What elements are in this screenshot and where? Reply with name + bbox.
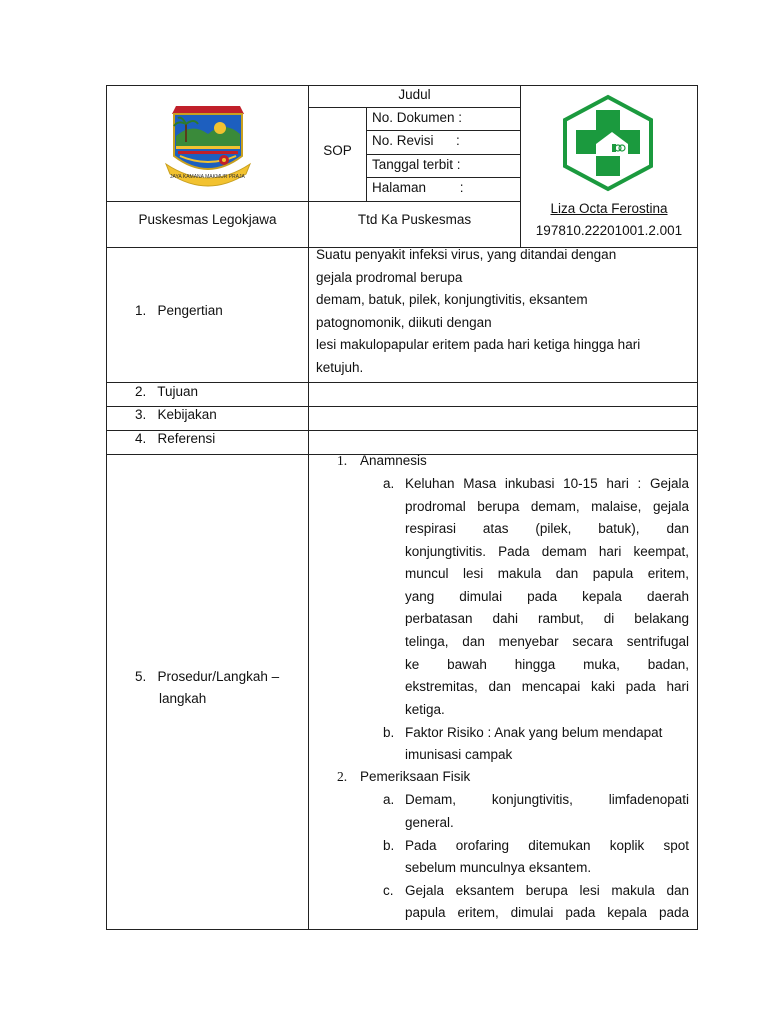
fisik-a-line: Demam, konjungtivitis, limfadenopati xyxy=(405,792,689,807)
list-marker: b. xyxy=(383,838,395,853)
anamnesis-a-line: konjungtivitis. Pada demam hari keempat, xyxy=(405,544,689,559)
anamnesis-b-line: imunisasi campak xyxy=(405,747,513,762)
prosedur-label: 5. Prosedur/Langkah – xyxy=(135,669,280,684)
anamnesis-a-line: ekstremitas, dan mencapai kaki pada hari xyxy=(405,679,689,694)
anamnesis-a-line: ketiga. xyxy=(405,702,445,717)
pengertian-line: demam, batuk, pilek, konjungtivitis, eksantem xyxy=(316,292,588,307)
item-number: 2. xyxy=(337,769,348,784)
sign-label: Ttd Ka Puskesmas xyxy=(357,212,472,227)
list-marker: c. xyxy=(383,883,394,898)
official-nip: 197810.22201001.2.001 xyxy=(535,223,683,238)
tanggal-terbit-field: Tanggal terbit : xyxy=(372,157,461,172)
pengertian-line: patognomonik, diikuti dengan xyxy=(316,315,492,330)
pengertian-label: 1. Pengertian xyxy=(135,303,223,318)
no-dokumen-field: No. Dokumen : xyxy=(372,110,463,125)
sop-label: SOP xyxy=(323,143,352,158)
no-revisi-field: No. Revisi : xyxy=(372,133,460,148)
fisik-b-line: sebelum munculnya eksantem. xyxy=(405,860,592,875)
official-name: Liza Octa Ferostina xyxy=(550,201,668,216)
kabupaten-motto: JAYA KAMANA MAKMUR PRAJA xyxy=(170,174,245,180)
fisik-a-line: general. xyxy=(405,815,454,830)
anamnesis-b-line: Faktor Risiko : Anak yang belum mendapat xyxy=(405,725,663,740)
judul-label: Judul xyxy=(398,87,431,102)
fisik-b-line: Pada orofaring ditemukan koplik spot xyxy=(405,838,689,853)
anamnesis-a-line: Keluhan Masa inkubasi 10-15 hari : Gejala xyxy=(405,476,689,491)
anamnesis-a-line: perbatasan dahi rambut, di belakang xyxy=(405,611,689,626)
item-title-pemeriksaan-fisik: Pemeriksaan Fisik xyxy=(360,769,471,784)
anamnesis-a-line: ke bawah hingga muka, badan, xyxy=(405,657,689,672)
kebijakan-label: 3. Kebijakan xyxy=(135,407,217,422)
anamnesis-a-line: prodromal berupa demam, malaise, gejala xyxy=(405,499,689,514)
tujuan-label: 2. Tujuan xyxy=(135,384,199,399)
prosedur-label-cont: langkah xyxy=(159,691,207,706)
kabupaten-caption: KAB. PANGANDARAN xyxy=(178,97,242,103)
fisik-c-line: Gejala eksantem berupa lesi makula dan xyxy=(405,883,689,898)
pengertian-line: Suatu penyakit infeksi virus, yang ditandai dengan xyxy=(316,247,617,262)
puskesmas-name: Puskesmas Legokjawa xyxy=(138,212,277,227)
pengertian-line: ketujuh. xyxy=(316,360,364,375)
pengertian-line: lesi makulopapular eritem pada hari ketiga hingga hari xyxy=(316,337,641,352)
list-marker: b. xyxy=(383,725,395,740)
list-marker: a. xyxy=(383,792,395,807)
puskesmas-logo xyxy=(560,94,656,192)
list-marker: a. xyxy=(383,476,395,491)
item-title-anamnesis: Anamnesis xyxy=(360,453,427,468)
anamnesis-a-line: telinga, dan menyebar secara sentrifugal xyxy=(405,634,689,649)
anamnesis-a-line: yang dimulai pada kepala daerah xyxy=(405,589,689,604)
pengertian-line: gejala prodromal berupa xyxy=(316,270,463,285)
anamnesis-a-line: muncul lesi makula dan papula eritem, xyxy=(405,566,689,581)
puskesmas-logo-icon xyxy=(560,94,656,192)
fisik-c-line: papula eritem, dimulai pada kepala pada xyxy=(405,905,689,920)
referensi-label: 4. Referensi xyxy=(135,431,216,446)
item-number: 1. xyxy=(337,453,348,468)
halaman-field: Halaman : xyxy=(372,180,464,195)
anamnesis-a-line: respirasi atas (pilek, batuk), dan xyxy=(405,521,689,536)
